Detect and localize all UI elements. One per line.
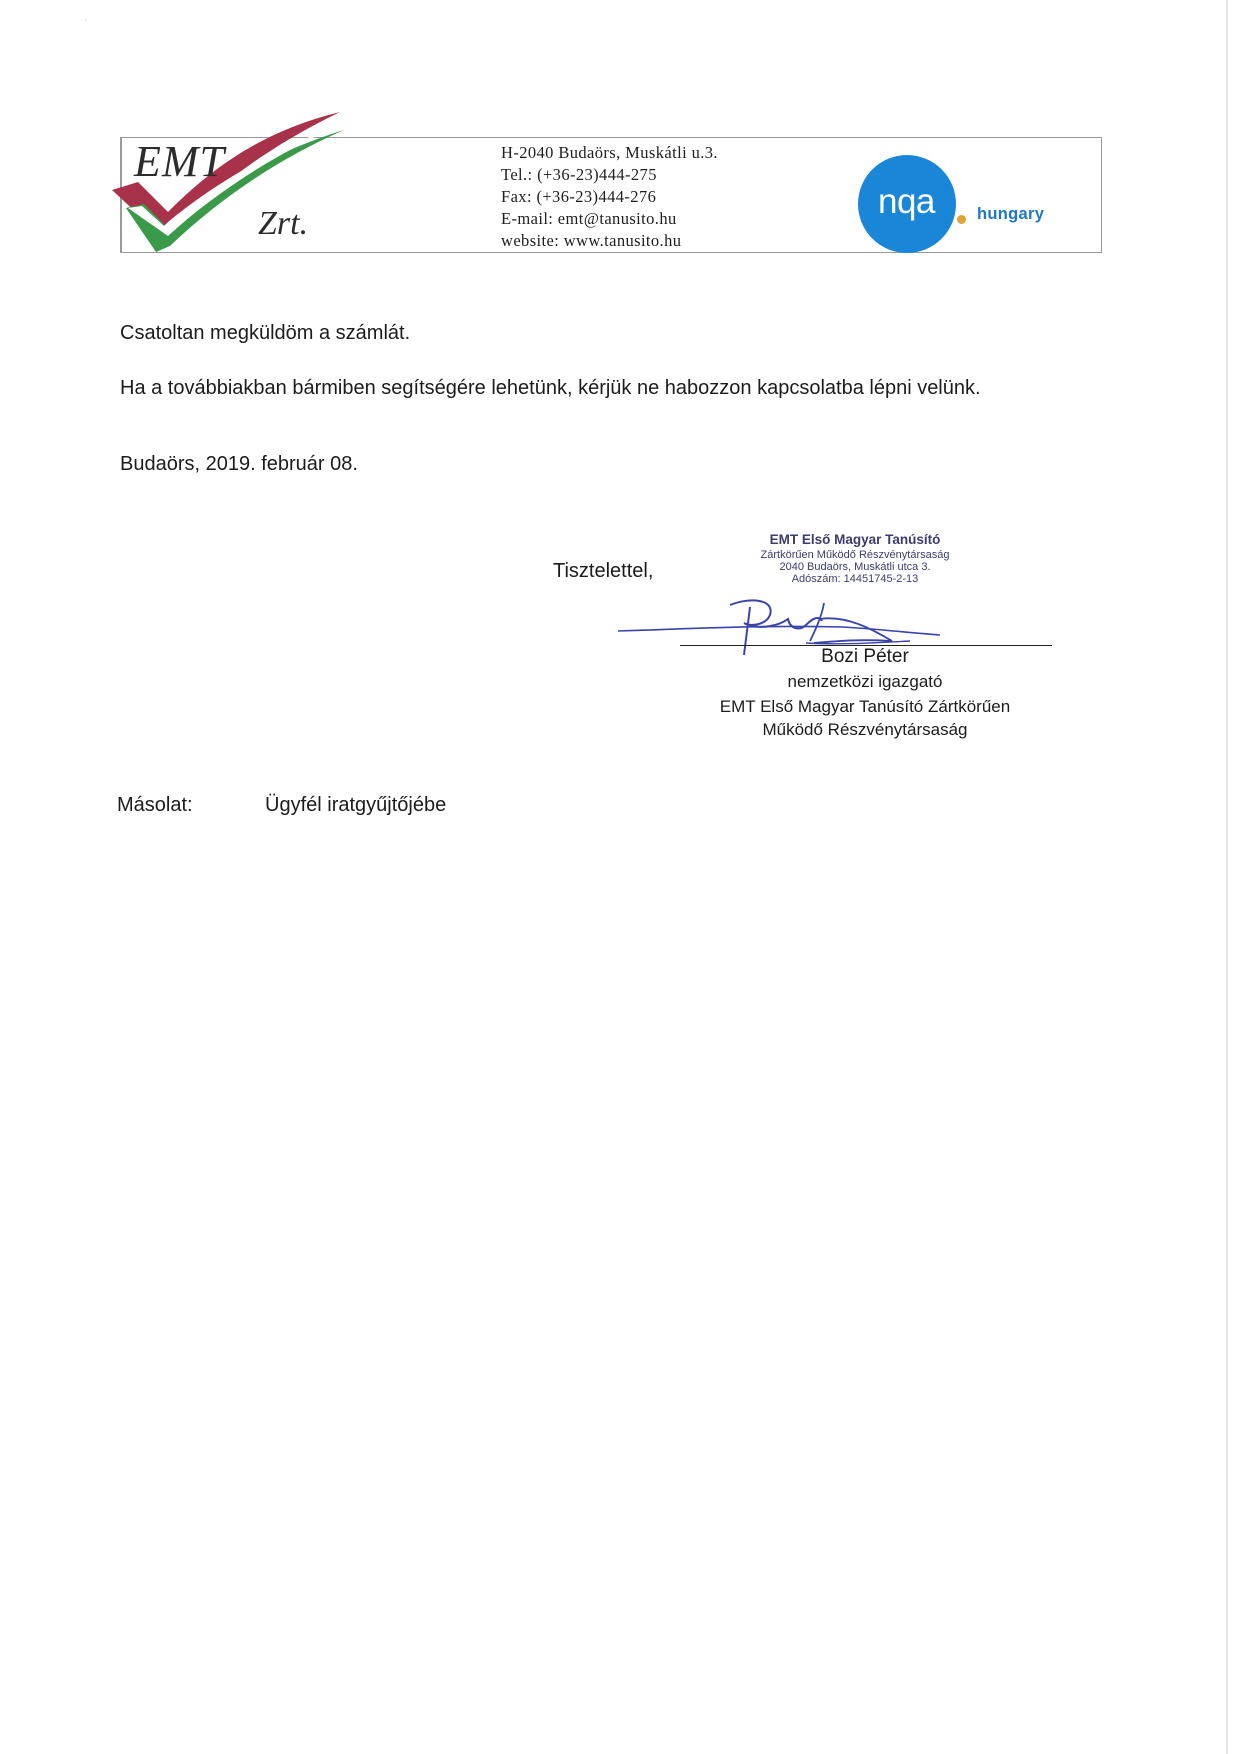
nqa-logo-dot-icon: [957, 215, 966, 224]
contact-fax: Fax: (+36-23)444-276: [501, 187, 657, 206]
nqa-logo-subtext: hungary: [977, 205, 1045, 223]
copy-label: Másolat:: [117, 794, 193, 816]
logo-zrt-text: Zrt.: [258, 205, 309, 242]
company-name-line-2: Működő Részvénytársaság: [762, 720, 968, 739]
stamp-line-1: EMT Első Magyar Tanúsító: [769, 532, 941, 547]
stamp-line-4: Adószám: 14451745-2-13: [791, 573, 919, 585]
emt-check-logo-icon: [108, 112, 348, 262]
logo-emt-text: EMT: [134, 137, 225, 186]
scan-speck: ˈ: [84, 18, 87, 28]
closing-greeting: Tisztelettel,: [553, 560, 654, 582]
company-name-line-1: EMT Első Magyar Tanúsító Zártkörűen: [719, 697, 1011, 716]
signer-name: Bozi Péter: [821, 646, 909, 667]
scan-edge-shadow: [1226, 0, 1228, 1754]
stamp-line-3: 2040 Budaörs, Muskátli utca 3.: [779, 561, 931, 573]
paragraph-attachment: Csatoltan megküldöm a számlát.: [120, 322, 411, 344]
copy-value: Ügyfél iratgyűjtőjébe: [265, 794, 447, 816]
contact-phone: Tel.: (+36-23)444-275: [501, 165, 657, 184]
date-line: Budaörs, 2019. február 08.: [120, 453, 358, 475]
company-stamp: [720, 532, 990, 585]
contact-website: website: www.tanusito.hu: [501, 231, 682, 250]
signer-title: nemzetközi igazgató: [787, 672, 943, 691]
stamp-line-2: Zártkörűen Működő Részvénytársaság: [760, 549, 950, 561]
contact-address: H-2040 Budaörs, Muskátli u.3.: [501, 143, 718, 162]
contact-email: E-mail: emt@tanusito.hu: [501, 209, 677, 228]
nqa-logo-text: nqa: [878, 182, 935, 221]
paragraph-contact-offer: Ha a továbbiakban bármiben segítségére lehetünk, kérjük ne habozzon kapcsolatba lépni velünk.: [120, 377, 981, 399]
contact-block: [501, 142, 718, 252]
